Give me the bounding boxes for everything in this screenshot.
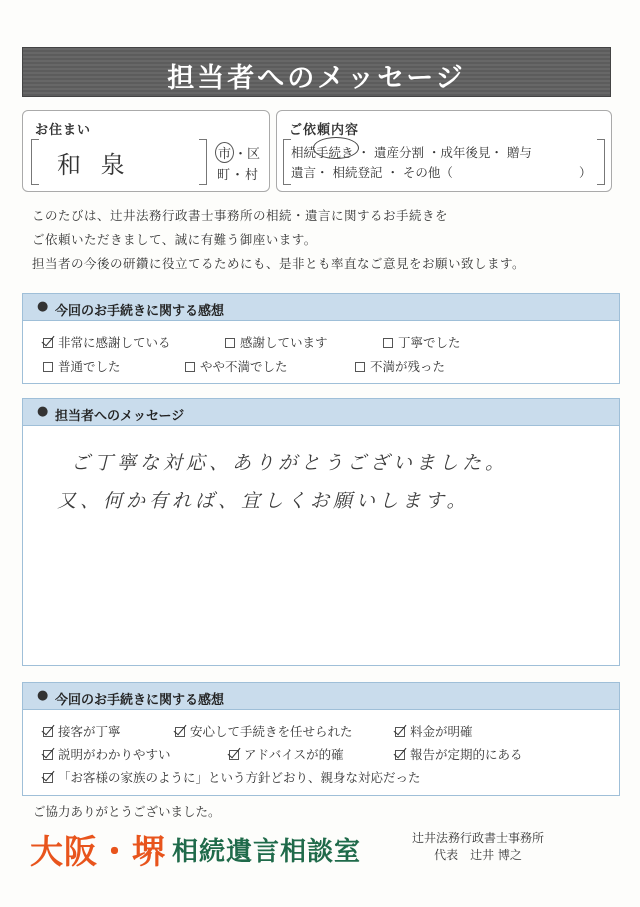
village-option: 村 [245,168,259,183]
request-close-paren: ） [579,165,592,180]
survey1-header [22,293,620,321]
message-line-1: ご丁寧な対応、ありがとうございました。 [71,452,509,474]
survey2-option[interactable]: 安心して手続きを任せられた [175,722,353,740]
survey2-option[interactable]: 接客が丁寧 [43,722,121,740]
survey1-option[interactable]: 丁寧でした [383,333,461,351]
message-heading: 担当者へのメッセージ [55,409,185,424]
checkbox-icon[interactable] [43,362,53,372]
survey2-body [22,710,620,796]
request-line-2: 遺言・ 相続登記 ・ その他（ [291,165,453,180]
survey2-option[interactable]: 報告が定期的にある [395,745,523,763]
office-representative: 代表 辻井 博之 [434,848,522,862]
survey1-option[interactable]: 非常に感謝している [43,333,171,351]
checkbox-checked-icon[interactable] [395,727,405,737]
separator-dot: ・ [231,168,245,183]
survey1-option[interactable]: 普通でした [43,357,121,375]
intro-line-3: 担当者の今後の研鑽に役立てるためにも、是非とも率直なご意見をお願い致します。 [32,256,526,271]
ward-option: ・区 [234,147,261,162]
logo-sub: 相続遺言相談室 [172,837,362,867]
checkbox-icon[interactable] [355,362,365,372]
message-line-2: 又、何か有れば、宜しくお願いします。 [57,490,470,512]
survey2-option[interactable]: 「お客様の家族のように」という方針どおり、親身な対応だった [43,768,421,786]
checkbox-icon[interactable] [383,338,393,348]
address-box [22,110,270,192]
checkbox-checked-icon[interactable] [43,750,53,760]
bullet-icon: ● [37,688,49,703]
checkbox-checked-icon[interactable] [43,773,53,783]
survey2-option[interactable]: アドバイスが的確 [229,745,344,763]
office-name: 辻井法務行政書士事務所 [411,831,544,845]
survey2-option[interactable]: 説明がわかりやすい [43,745,171,763]
request-label: ご依頼内容 [289,123,360,138]
checkbox-checked-icon[interactable] [395,750,405,760]
inheritance-circle [313,137,359,159]
address-label: お住まい [35,123,92,138]
office-info [408,830,548,864]
thanks-text: ご協力ありがとうございました。 [33,804,221,819]
checkbox-icon[interactable] [225,338,235,348]
intro-line-1: このたびは、辻井法務行政書士事務所の相続・遺言に関するお手続きを [32,208,449,223]
survey1-body [22,321,620,384]
logo-main: 大阪・堺 [30,832,166,871]
intro-line-2: ご依頼いただきまして、誠に有難う御座います。 [32,232,317,247]
checkbox-checked-icon[interactable] [175,727,185,737]
survey2-option[interactable]: 料金が明確 [395,722,473,740]
message-body[interactable] [22,426,620,666]
survey2-heading: 今回のお手続きに関する感想 [55,693,225,708]
checkbox-checked-icon[interactable] [43,727,53,737]
request-bracket-left [283,139,291,185]
address-bracket [31,139,39,185]
survey2-header [22,682,620,710]
page-title: 担当者へのメッセージ [167,63,466,94]
city-option: 市 [215,142,234,163]
address-bracket-right [199,139,207,185]
checkbox-checked-icon[interactable] [229,750,239,760]
title-bar [22,47,611,97]
checkbox-checked-icon[interactable] [43,338,53,348]
survey1-heading: 今回のお手続きに関する感想 [55,304,225,319]
message-header [22,398,620,426]
bullet-icon: ● [37,299,49,314]
survey1-option[interactable]: 不満が残った [355,357,445,375]
request-box [276,110,612,192]
survey1-option[interactable]: 感謝しています [225,333,328,351]
request-line-1: 相続手続き ・ 遺産分割 ・成年後見・ 贈与 [291,145,532,160]
checkbox-icon[interactable] [185,362,195,372]
survey1-option[interactable]: やや不満でした [185,357,288,375]
address-handwritten: 和 泉 [57,151,131,179]
town-option: 町 [217,168,231,183]
bullet-icon: ● [37,404,49,419]
request-bracket-right [597,139,605,185]
